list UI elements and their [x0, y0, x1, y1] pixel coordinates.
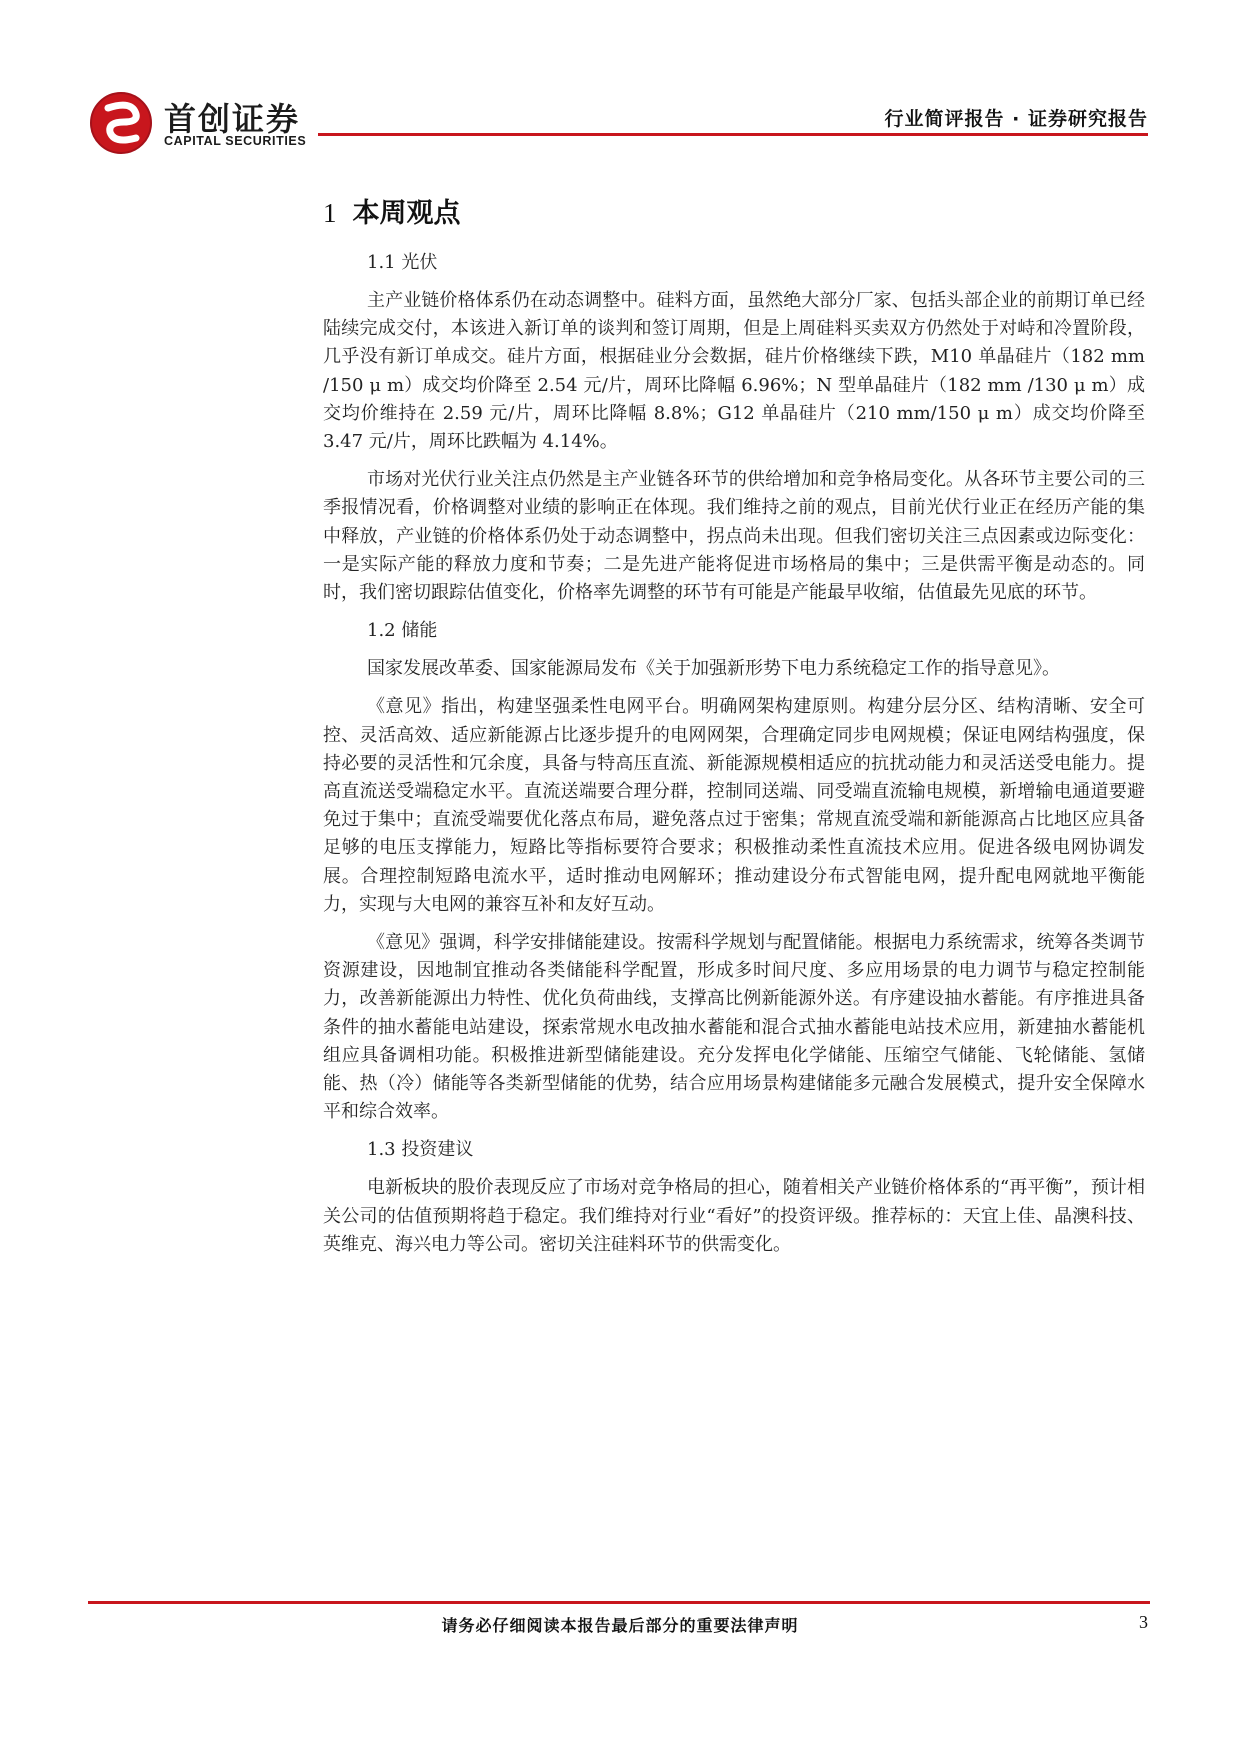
paragraph: 电新板块的股价表现反应了市场对竞争格局的担心，随着相关产业链价格体系的“再平衡”，预计相关公司的估值预期将趋于稳定。我们维持对行业“看好”的投资评级。推荐标的：天宜上佳、晶澳科技、英维克、海兴电力等公司。密切关注硅料环节的供需变化。 [323, 1177, 1145, 1255]
subsection-heading-storage: 1.2 储能 [367, 620, 438, 642]
report-body [323, 195, 1145, 1269]
capital-securities-logo-icon [88, 90, 154, 156]
report-type-label: 行业简评报告 · 证券研究报告 [884, 108, 1148, 130]
section-number: 1 [323, 198, 337, 228]
logo-chinese-name: 首创证券 [164, 100, 301, 138]
subsection-heading-pv: 1.1 光伏 [367, 252, 438, 273]
page-header [0, 0, 1240, 160]
logo-english-name: CAPITAL SECURITIES [164, 134, 307, 148]
footer-divider [88, 1601, 1150, 1604]
section-heading [323, 195, 1145, 239]
page-number: 3 [1139, 1612, 1148, 1632]
paragraph: 《意见》强调，科学安排储能建设。按需科学规划与配置储能。根据电力系统需求，统筹各类调节资源建设，因地制宜推动各类储能科学配置，形成多时间尺度、多应用场景的电力调节与稳定控制能力，改善新能源出力特性、优化负荷曲线，支撑高比例新能源外送。有序建设抽水蓄能。有序推进具备条件的抽水蓄能电站建设，探索常规水电改抽水蓄能和混合式抽水蓄能电站技术应用，新建抽水蓄能机组应具备调相功能。积极推进新型储能建设。充分发挥电化学储能、压缩空气储能、飞轮储能、氢储能、热（冷）储能等各类新型储能的优势，结合应用场景构建储能多元融合发展模式，提升安全保障水平和综合效率。 [323, 932, 1145, 1123]
paragraph: 国家发展改革委、国家能源局发布《关于加强新形势下电力系统稳定工作的指导意见》。 [367, 658, 1060, 680]
paragraph: 市场对光伏行业关注点仍然是主产业链各环节的供给增加和竞争格局变化。从各环节主要公司的三季报情况看，价格调整对业绩的影响正在体现。我们维持之前的观点，目前光伏行业正在经历产能的集中释放，产业链的价格体系仍处于动态调整中，拐点尚未出现。但我们密切关注三点因素或边际变化：一是实际产能的释放力度和节奏；二是先进产能将促进市场格局的集中；三是供需平衡是动态的。同时，我们密切跟踪估值变化，价格率先调整的环节有可能是产能最早收缩，估值最先见底的环节。 [323, 469, 1145, 604]
subsection-heading-investment: 1.3 投资建议 [367, 1139, 474, 1161]
company-logo [88, 90, 388, 156]
legal-disclaimer: 请务必仔细阅读本报告最后部分的重要法律声明 [441, 1616, 799, 1635]
paragraph: 主产业链价格体系仍在动态调整中。硅料方面，虽然绝大部分厂家、包括头部企业的前期订单已经陆续完成交付，本该进入新订单的谈判和签订周期，但是上周硅料买卖双方仍然处于对峙和冷置阶段，几乎没有新订单成交。硅片方面，根据硅业分会数据，硅片价格继续下跌，M10 单晶硅片（182 mm /150 μ m）成交均价降至 2.54 元/片，周环比降幅 6.96%；N 型单晶硅片（182 mm /130 μ m）成交均价维持在 2.59 元/片，周环比降幅 8.8%；G12 单晶硅片（210 mm/150 μ m）成交均价降至 3.47 元/片，周环比跌幅为 4.14%。 [323, 290, 1145, 453]
section-title: 本周观点 [352, 198, 461, 229]
paragraph: 《意见》指出，构建坚强柔性电网平台。明确网架构建原则。构建分层分区、结构清晰、安全可控、灵活高效、适应新能源占比逐步提升的电网网架，合理确定同步电网规模；保证电网结构强度，保持必要的灵活性和冗余度，具备与特高压直流、新能源规模相适应的抗扰动能力和灵活送受电能力。提高直流送受端稳定水平。直流送端要合理分群，控制同送端、同受端直流输电规模，新增输电通道要避免过于集中；直流受端要优化落点布局，避免落点过于密集；常规直流受端和新能源高占比地区应具备足够的电压支撑能力，短路比等指标要符合要求；积极推动柔性直流技术应用。促进各级电网协调发展。合理控制短路电流水平，适时推动电网解环；推动建设分布式智能电网，提升配电网就地平衡能力，实现与大电网的兼容互补和友好互动。 [323, 696, 1145, 915]
header-divider [318, 133, 1148, 136]
